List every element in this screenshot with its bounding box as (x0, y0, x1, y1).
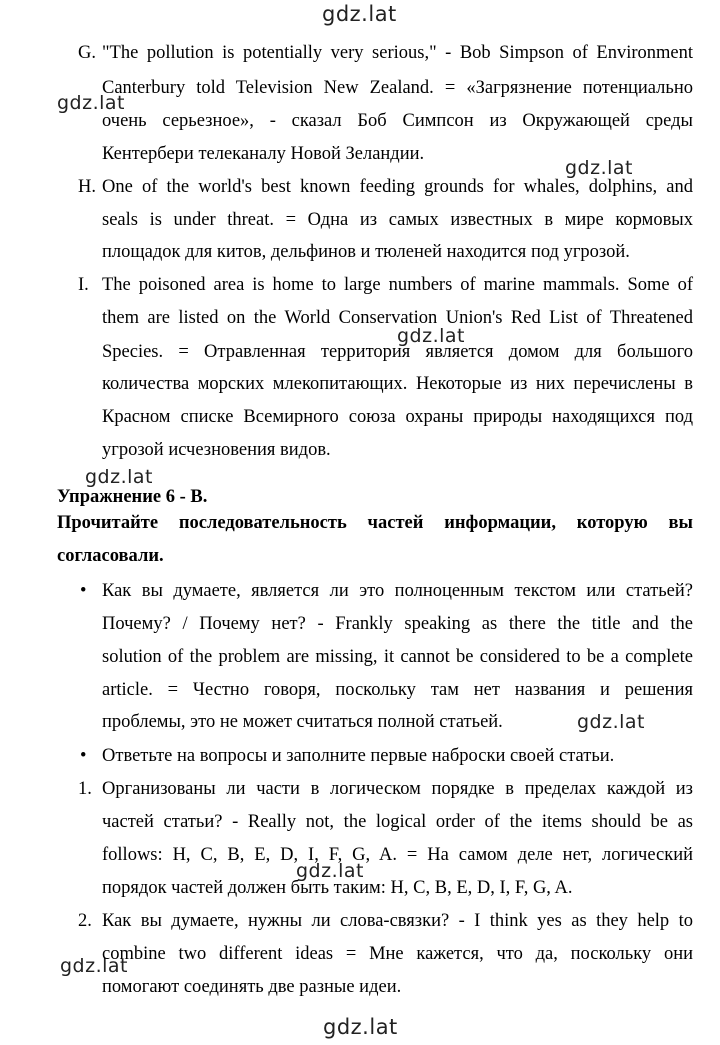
text-line: угрозой исчезновения видов. (102, 440, 331, 460)
bullet-marker: • (80, 581, 87, 601)
exercise-heading: Упражнение 6 - B. (57, 487, 208, 507)
watermark: gdz.lat (60, 955, 129, 977)
text-line: them are listed on the World Conservation Union's Red List of Threatened (102, 308, 693, 328)
text-line: проблемы, это не может считаться полной статьей. (102, 712, 503, 732)
bullet-marker: • (80, 746, 87, 766)
watermark: gdz.lat (397, 325, 466, 347)
list-marker: I. (78, 275, 89, 295)
watermark: gdz.lat (322, 2, 397, 26)
text-line: Species. = Отравленная территория является домом для большого (102, 342, 693, 362)
text-line: Как вы думаете, нужны ли слова-связки? - I think yes as they help to (102, 911, 693, 931)
text-line: seals is under threat. = Одна из самых известных в мире кормовых (102, 210, 693, 230)
exercise-instruction: Прочитайте последовательность частей информации, которую вы (57, 513, 693, 533)
text-line: follows: H, C, B, E, D, I, F, G, A. = На самом деле нет, логический (102, 845, 693, 865)
text-line: очень серьезное», - сказал Боб Симпсон из Окружающей среды (102, 111, 693, 131)
watermark: gdz.lat (57, 92, 126, 114)
text-line: помогают соединять две разные идеи. (102, 977, 402, 997)
list-marker: H. (78, 177, 96, 197)
exercise-instruction: согласовали. (57, 546, 164, 566)
text-line: "The pollution is potentially very serious," - Bob Simpson of Environment (102, 43, 693, 63)
watermark: gdz.lat (85, 466, 154, 488)
text-line: Красном списке Всемирного союза охраны природы находящихся под (102, 407, 693, 427)
text-line: Организованы ли части в логическом порядке в пределах каждой из (102, 779, 693, 799)
text-line: The poisoned area is home to large numbers of marine mammals. Some of (102, 275, 693, 295)
text-line: частей статьи? - Really not, the logical order of the items should be as (102, 812, 693, 832)
list-marker: G. (78, 43, 96, 63)
text-line: combine two different ideas = Мне кажется, что да, поскольку они (102, 944, 693, 964)
text-line: Как вы думаете, является ли это полноценным текстом или статьей? (102, 581, 693, 601)
watermark: gdz.lat (296, 860, 365, 882)
list-marker: 1. (78, 779, 92, 799)
text-line: Кентербери телеканалу Новой Зеландии. (102, 144, 425, 164)
text-line: количества морских млекопитающих. Некоторые из них перечислены в (102, 374, 693, 394)
text-line: article. = Честно говоря, поскольку там нет названия и решения (102, 680, 693, 700)
text-line: Ответьте на вопросы и заполните первые наброски своей статьи. (102, 746, 615, 766)
watermark: gdz.lat (323, 1015, 398, 1039)
text-line: One of the world's best known feeding grounds for whales, dolphins, and (102, 177, 693, 197)
text-line: Почему? / Почему нет? - Frankly speaking as there the title and the (102, 614, 693, 634)
text-line: Canterbury told Television New Zealand. = «Загрязнение потенциально (102, 78, 693, 98)
watermark: gdz.lat (565, 157, 634, 179)
watermark: gdz.lat (577, 711, 646, 733)
text-line: площадок для китов, дельфинов и тюленей находится под угрозой. (102, 242, 630, 262)
text-line: порядок частей должен быть таким: H, C, B, E, D, I, F, G, A. (102, 878, 573, 898)
text-line: solution of the problem are missing, it cannot be considered to be a complete (102, 647, 693, 667)
list-marker: 2. (78, 911, 92, 931)
